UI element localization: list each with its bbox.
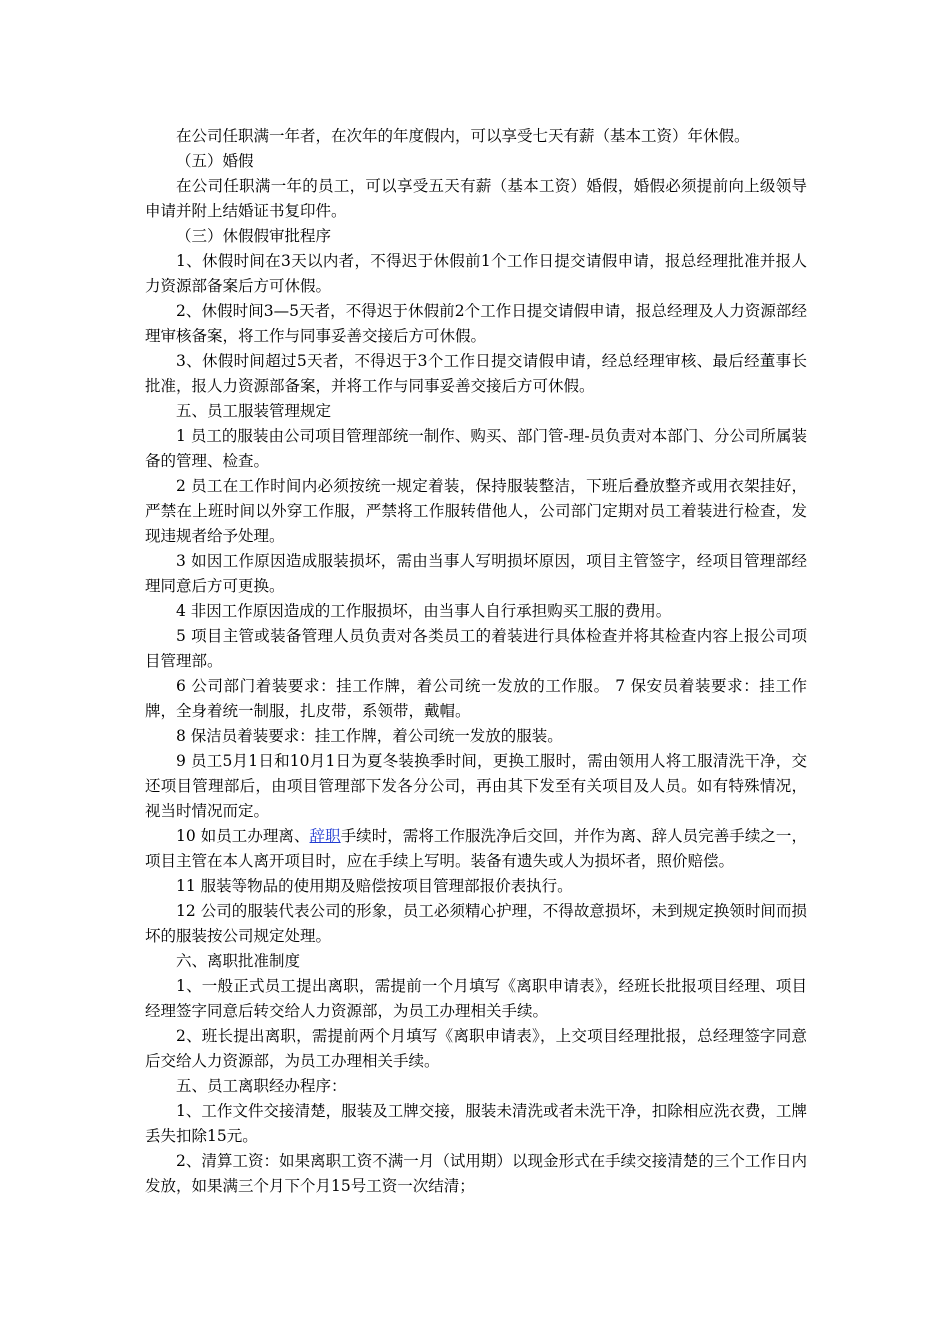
- leave-approval-heading: （三）休假假审批程序: [176, 227, 332, 245]
- annual-leave-paragraph: 在公司任职满一年者，在次年的年度假内，可以享受七天有薪（基本工资）年休假。: [176, 127, 750, 145]
- uniform-item-3: 3 如因工作原因造成服装损坏，需由当事人写明损坏原因，项目主管签字，经项目管理部经理同意后方可更换。: [145, 552, 807, 595]
- resignation-link[interactable]: 辞职: [309, 827, 341, 845]
- resignation-approval-heading: 六、离职批准制度: [176, 952, 301, 970]
- uniform-item-5: 5 项目主管或装备管理人员负责对各类员工的着装进行具体检查并将其检查内容上报公司项目管理部。: [145, 627, 807, 670]
- approval-item-1: 1、休假时间在3天以内者，不得迟于休假前1个工作日提交请假申请，报总经理批准并报人力资源部备案后方可休假。: [145, 252, 807, 295]
- procedure-item-2: 2、清算工资：如果离职工资不满一月（试用期）以现金形式在手续交接清楚的三个工作日内发放，如果满三个月下个月15号工资一次结清；: [145, 1152, 807, 1195]
- uniform-item-1: 1 员工的服装由公司项目管理部统一制作、购买、部门管-理-员负责对本部门、分公司所属装备的管理、检查。: [145, 427, 807, 470]
- uniform-item-12: 12 公司的服装代表公司的形象，员工必须精心护理，不得故意损坏，未到规定换领时间而损坏的服装按公司规定处理。: [145, 902, 807, 945]
- uniform-rules-heading: 五、员工服装管理规定: [176, 402, 332, 420]
- marriage-leave-paragraph: 在公司任职满一年的员工，可以享受五天有薪（基本工资）婚假，婚假必须提前向上级领导申请并附上结婚证书复印件。: [145, 177, 807, 220]
- resignation-item-1: 1、一般正式员工提出离职，需提前一个月填写《离职申请表》，经班长批报项目经理、项目经理签字同意后转交给人力资源部，为员工办理相关手续。: [145, 977, 807, 1020]
- uniform-item-8: 8 保洁员着装要求：挂工作牌，着公司统一发放的服装。: [176, 727, 563, 745]
- uniform-item-10-rest: 手续时，需将工作服洗净后交回，并作为离、辞人员完善手续之一，项目主管在本人离开项目时，应在手续上写明。装备有遗失或人为损坏者，照价赔偿。: [145, 827, 807, 870]
- procedure-item-1: 1、工作文件交接清楚，服装及工牌交接，服装未清洗或者未洗干净，扣除相应洗衣费，工牌丢失扣除15元。: [145, 1102, 807, 1145]
- document-body: [145, 124, 807, 1199]
- approval-item-3: 3、休假时间超过5天者，不得迟于3个工作日提交请假申请，经总经理审核、最后经董事长批准，报人力资源部备案，并将工作与同事妥善交接后方可休假。: [145, 352, 807, 395]
- uniform-item-6-7: 6 公司部门着装要求：挂工作牌，着公司统一发放的工作服。 7 保安员着装要求：挂工作牌，全身着统一制服，扎皮带，系领带，戴帽。: [145, 677, 807, 720]
- resignation-item-2: 2、班长提出离职，需提前两个月填写《离职申请表》，上交项目经理批报，总经理签字同意后交给人力资源部，为员工办理相关手续。: [145, 1027, 807, 1070]
- uniform-item-10: [145, 824, 807, 874]
- uniform-item-11: 11 服装等物品的使用期及赔偿按项目管理部报价表执行。: [176, 877, 573, 895]
- approval-item-2: 2、休假时间3—5天者，不得迟于休假前2个工作日提交请假申请，报总经理及人力资源部经理审核备案，将工作与同事妥善交接后方可休假。: [145, 302, 807, 345]
- uniform-item-4: 4 非因工作原因造成的工作服损坏，由当事人自行承担购买工服的费用。: [176, 602, 672, 620]
- marriage-leave-heading: （五）婚假: [176, 152, 254, 170]
- uniform-item-9: 9 员工5月1日和10月1日为夏冬装换季时间，更换工服时，需由领用人将工服清洗干净，交还项目管理部后，由项目管理部下发各分公司，再由其下发至有关项目及人员。如有特殊情况，视当时情况而定。: [145, 752, 807, 820]
- resignation-procedure-heading: 五、员工离职经办程序：: [176, 1077, 347, 1095]
- uniform-item-10-start: 10 如员工办理离、: [176, 827, 310, 845]
- uniform-item-2: 2 员工在工作时间内必须按统一规定着装，保持服装整洁，下班后叠放整齐或用衣架挂好，严禁在上班时间以外穿工作服，严禁将工作服转借他人，公司部门定期对员工着装进行检查，发现违规者给予处理。: [145, 477, 807, 545]
